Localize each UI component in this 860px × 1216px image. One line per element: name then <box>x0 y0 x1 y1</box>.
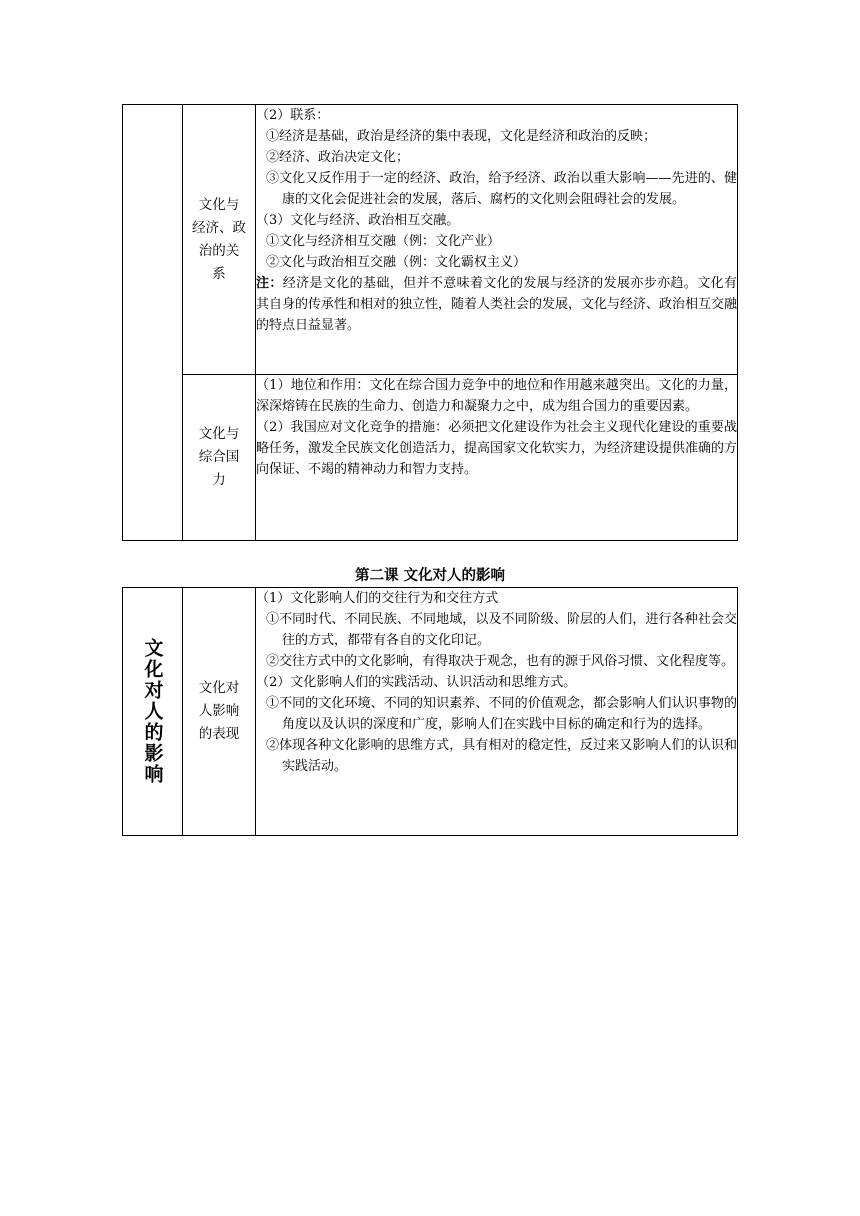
list-item: ②经济、政治决定文化； <box>266 150 410 165</box>
row-label-economy-politics: 文化与 经济、政 治的关 系 <box>183 105 256 375</box>
row-label-influence-manifestation: 文化对 人影响 的表现 <box>183 588 256 836</box>
note-label: 注： <box>256 276 283 291</box>
knowledge-table-2 <box>122 587 738 836</box>
row-label-national-power: 文化与 综合国 力 <box>183 375 256 541</box>
paragraph-measures: （2）我国应对文化竞争的措施：必须把文化建设作为社会主义现代化建设的重要战略任务，激发全民族文化创造活力，提高国家文化软实力，为经济建设提供准确的方向保证、不竭的精神动力和智力支持。 <box>256 420 738 477</box>
heading-practice: （2）文化影响人们的实践活动、认识活动和思维方式。 <box>256 675 577 690</box>
content-national-power <box>256 375 738 541</box>
list-item: ①不同时代、不同民族、不同地域，以及不同阶级、阶层的人们，进行各种社会交往的方式，都带有各自的文化印记。 <box>266 612 737 648</box>
list-item: ①经济是基础，政治是经济的集中表现，文化是经济和政治的反映； <box>266 129 657 144</box>
heading-integration: （3）文化与经济、政治相互交融。 <box>256 213 460 228</box>
category-cell-empty <box>123 105 183 541</box>
list-item: ①文化与经济相互交融（例：文化产业） <box>266 234 501 249</box>
paragraph-status-role: （1）地位和作用：文化在综合国力竞争中的地位和作用越来越突出。文化的力量，深深熔铸在民族的生命力、创造力和凝聚力之中，成为组合国力的重要因素。 <box>256 378 737 414</box>
heading-connection: （2）联系： <box>256 108 330 123</box>
section-title: 第二课 文化对人的影响 <box>354 567 506 584</box>
content-influence-manifestation <box>256 588 738 836</box>
knowledge-table-1 <box>122 104 738 541</box>
note <box>256 273 737 336</box>
list-item: ②体现各种文化影响的思维方式，具有相对的稳定性，反过来又影响人们的认识和实践活动。 <box>266 738 737 774</box>
category-cell <box>123 588 183 836</box>
list-item: ①不同的文化环境、不同的知识素养、不同的价值观念，都会影响人们认识事物的角度以及认识的深度和广度，影响人们在实践中目标的确定和行为的选择。 <box>266 696 737 732</box>
content-economy-politics <box>256 105 738 375</box>
heading-communication: （1）文化影响人们的交往行为和交往方式 <box>256 591 499 606</box>
category-label-culture-influence: 文化对人的影响 <box>141 638 164 785</box>
note-text: 经济是文化的基础，但并不意味着文化的发展与经济的发展亦步亦趋。文化有其自身的传承性和相对的独立性，随着人类社会的发展，文化与经济、政治相互交融的特点日益显著。 <box>256 276 738 333</box>
list-item: ②交往方式中的文化影响，有得取决于观念，也有的源于风俗习惯、文化程度等。 <box>266 654 735 669</box>
list-item: ③文化又反作用于一定的经济、政治，给予经济、政治以重大影响——先进的、健康的文化会促进社会的发展，落后、腐朽的文化则会阻碍社会的发展。 <box>266 171 737 207</box>
list-item: ②文化与政治相互交融（例：文化霸权主义） <box>266 255 527 270</box>
